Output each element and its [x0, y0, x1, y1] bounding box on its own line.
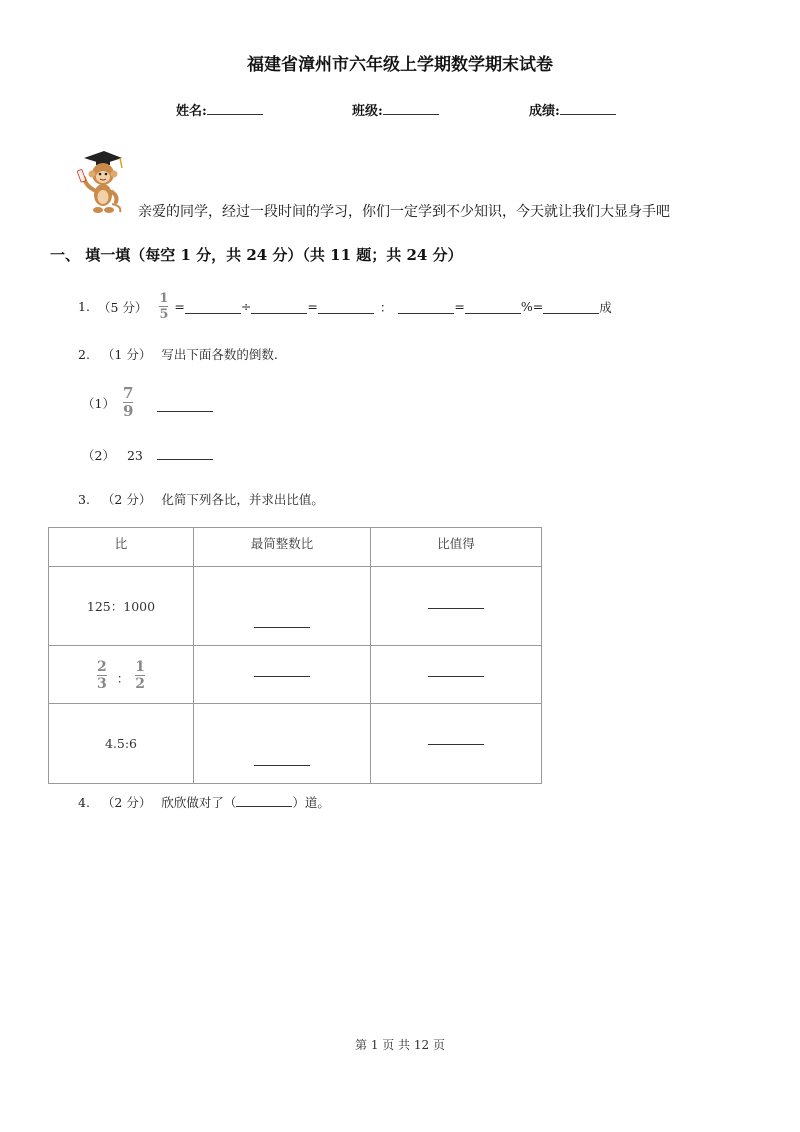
- question-number: 1.: [78, 299, 90, 314]
- question-4: 4. （2 分） 欣欣做对了（ ）道。: [78, 795, 330, 810]
- answer-blank[interactable]: [428, 608, 484, 609]
- answer-blank[interactable]: [398, 312, 454, 314]
- fraction: $\frac{1}{5}$: [159, 291, 169, 322]
- column-header: 最简整数比: [194, 528, 371, 567]
- score-blank[interactable]: [560, 113, 616, 115]
- simplest-ratio-cell: [194, 704, 371, 784]
- class-blank[interactable]: [383, 113, 439, 115]
- question-number: 4.: [78, 795, 90, 810]
- ratio-value-cell: [371, 567, 542, 646]
- question-2-sub-2: [82, 446, 213, 464]
- simplest-ratio-cell: [194, 646, 371, 704]
- question-number: 3.: [78, 492, 90, 507]
- answer-blank[interactable]: [254, 765, 310, 766]
- fraction: $\frac{2}{3}$: [96, 658, 107, 692]
- score-field: [529, 100, 616, 119]
- answer-blank[interactable]: [318, 312, 374, 314]
- question-score: （1 分）: [101, 347, 152, 362]
- table-header-row: [49, 528, 542, 567]
- sub-label: （1）: [82, 395, 115, 411]
- greeting-text: 亲爱的同学，经过一段时间的学习，你们一定学到不少知识，今天就让我们大显身手吧: [138, 204, 670, 220]
- name-field: [176, 100, 263, 119]
- answer-blank[interactable]: [254, 676, 310, 677]
- answer-blank[interactable]: [157, 410, 213, 412]
- table-row: [49, 704, 542, 784]
- answer-blank[interactable]: [236, 805, 292, 807]
- column-header: 比值得: [371, 528, 542, 567]
- answer-blank[interactable]: [465, 312, 521, 314]
- score-label: 成绩:: [529, 104, 560, 119]
- simplest-ratio-cell: [194, 567, 371, 646]
- class-field: [352, 100, 439, 119]
- ratio-cell: 4.5:6: [49, 704, 194, 784]
- column-header: 比: [49, 528, 194, 567]
- monkey-mascot-icon: [76, 148, 128, 216]
- question-score: （5 分）: [97, 299, 148, 315]
- ratio-table: [48, 527, 542, 784]
- fraction: $\frac{1}{2}$: [135, 658, 145, 692]
- section-heading: 一、 填一填（每空 1 分，共 24 分）（共 11 题；共 24 分）: [50, 246, 463, 264]
- answer-blank[interactable]: [428, 676, 484, 677]
- answer-blank[interactable]: [254, 627, 310, 628]
- ratio-cell: $\frac{2}{3}$ ： $\frac{1}{2}$: [49, 646, 194, 704]
- question-2: [78, 345, 278, 363]
- answer-blank[interactable]: [251, 312, 307, 314]
- sub-value: 23: [126, 448, 143, 463]
- question-text: 写出下面各数的倒数.: [161, 347, 278, 362]
- answer-blank[interactable]: [157, 458, 213, 460]
- name-blank[interactable]: [207, 113, 263, 115]
- question-1: 1. （5 分） $\frac{1}{5}$ = ÷ = ： = %= 成: [78, 291, 612, 322]
- question-number: 2.: [78, 347, 90, 362]
- question-score: （2 分）: [101, 795, 152, 810]
- table-row: [49, 646, 542, 704]
- class-label: 班级:: [352, 104, 383, 119]
- answer-blank[interactable]: [428, 744, 484, 745]
- fraction: $\frac{7}{9}$: [122, 384, 134, 420]
- question-text: 化简下列各比，并求出比值。: [161, 492, 324, 507]
- question-3: [78, 490, 324, 508]
- question-2-sub-1: [82, 386, 213, 419]
- ratio-value-cell: [371, 646, 542, 704]
- page-title: 福建省漳州市六年级上学期数学期末试卷: [247, 55, 553, 75]
- answer-blank[interactable]: [185, 312, 241, 314]
- sub-label: （2）: [82, 448, 115, 463]
- ratio-cell: 125：1000: [49, 567, 194, 646]
- page-footer: 第 1 页 共 12 页: [355, 1038, 445, 1052]
- ratio-value-cell: [371, 704, 542, 784]
- table-row: [49, 567, 542, 646]
- name-label: 姓名:: [176, 104, 207, 119]
- question-score: （2 分）: [101, 492, 152, 507]
- answer-blank[interactable]: [543, 312, 599, 314]
